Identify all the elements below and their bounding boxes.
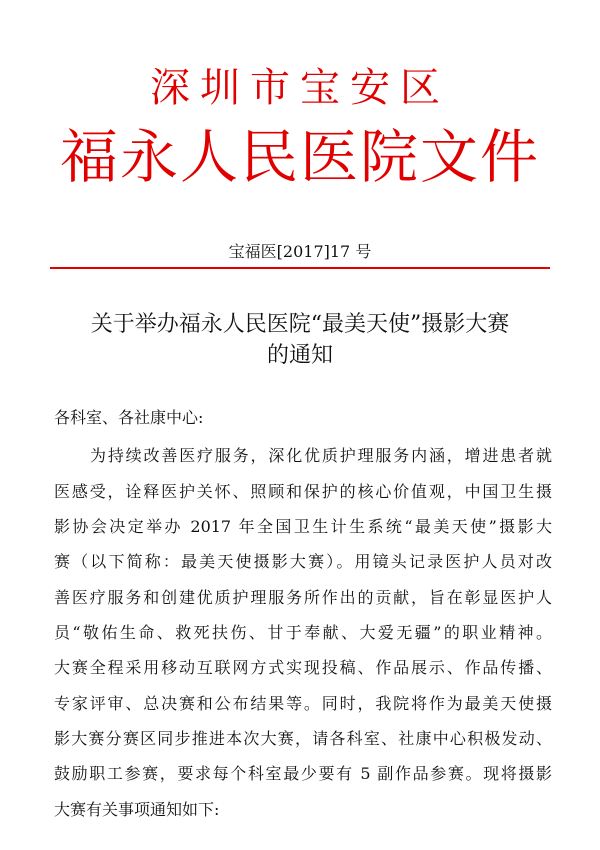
red-divider-line xyxy=(50,267,550,269)
notice-title-line-1: 关于举办福永人民医院“最美天使”摄影大赛 xyxy=(90,312,510,337)
body-line: 大赛有关事项通知如下: xyxy=(54,800,220,819)
issuing-district-heading: 深圳市宝安区 xyxy=(150,65,450,111)
body-line: 专家评审、总决赛和公布结果等。同时，我院将作为最美天使摄 xyxy=(54,694,552,713)
body-line: 为持续改善医疗服务，深化优质护理服务内涵，增进患者就 xyxy=(90,446,552,465)
body-line: 员“敬佑生命、救死扶伤、甘于奉献、大爱无疆”的职业精神。 xyxy=(54,623,552,642)
body-line: 鼓励职工参赛，要求每个科室最少要有 5 副作品参赛。现将摄影 xyxy=(54,764,552,783)
body-line: 影大赛分赛区同步推进本次大赛，请各科室、社康中心积极发动、 xyxy=(54,729,552,748)
issuing-hospital-heading: 福永人民医院文件 xyxy=(59,123,540,191)
salutation: 各科室、各社康中心: xyxy=(54,408,204,427)
notice-title-line-2: 的通知 xyxy=(266,343,333,368)
body-line: 影协会决定举办 2017 年全国卫生计生系统“最美天使”摄影大 xyxy=(54,517,552,536)
body-line: 赛（以下简称：最美天使摄影大赛）。用镜头记录医护人员对改 xyxy=(54,552,552,571)
body-line: 大赛全程采用移动互联网方式实现投稿、作品展示、作品传播、 xyxy=(54,658,552,677)
body-line: 善医疗服务和创建优质护理服务所作出的贡献，旨在彰显医护人 xyxy=(54,588,552,607)
document-number: 宝福医[2017]17 号 xyxy=(228,242,372,261)
body-line: 医感受，诠释医护关怀、照顾和保护的核心价值观，中国卫生摄 xyxy=(54,482,552,501)
